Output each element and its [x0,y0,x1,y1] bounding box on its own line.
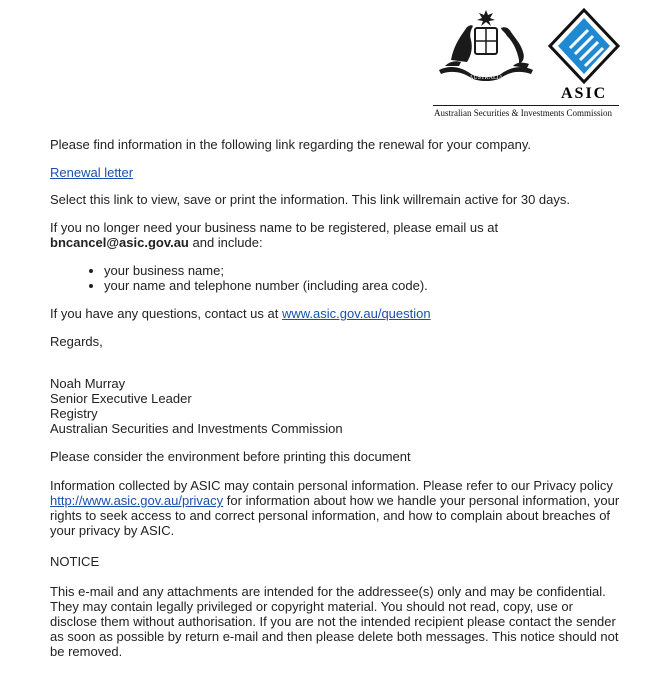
regards-text: Regards, [50,334,103,349]
privacy-text: rights to seek access to and correct personal information, and how to complain about breaches of [50,508,611,523]
environment-note: Please consider the environment before printing this document [50,449,411,464]
notice-paragraph [50,584,630,659]
include-list [50,263,644,293]
notice-line: They may contain legally privileged or copyright material. You should not read, copy, use or [50,599,573,614]
cancel-instructions [50,220,630,250]
renewal-link-paragraph [50,165,630,180]
questions-text: If you have any questions, contact us at [50,306,282,321]
signature-name: Noah Murray [50,376,126,391]
notice-line: be removed. [50,644,123,659]
questions-link[interactable]: www.asic.gov.au/question [281,306,431,321]
select-instructions: Select this link to view, save or print the information. This link willremain active for 30 days. [50,192,570,207]
notice-heading: NOTICE [50,554,100,569]
cancel-text: If you no longer need your business name to be registered, please email us at [50,220,499,235]
privacy-policy-link[interactable]: http://www.asic.gov.au/privacy [50,493,224,508]
list-item: • your business name; [104,263,644,278]
intro-text: Please find information in the following link regarding the renewal for your company. [50,137,532,152]
cancel-email-address: bncancel@asic.gov.au [50,235,189,250]
renewal-letter-link[interactable]: Renewal letter [50,165,134,180]
privacy-paragraph [50,478,630,538]
signature-block [50,376,630,436]
organisation-name: Australian Securities & Investments Commission [434,108,612,118]
crest-label: AUSTRALIA [469,75,503,81]
privacy-text: Information collected by ASIC may contain personal information. Please refer to our Privacy policy [50,478,613,493]
notice-line: disclose them without authorisation. If you are not the intended recipient please contact the sender [50,614,616,629]
privacy-text: for information about how we handle your personal information, your [223,493,620,508]
signature-department: Registry [50,406,98,421]
notice-line: as soon as possible by return e-mail and then please delete both messages. This notice should not [50,629,619,644]
notice-line: This e-mail and any attachments are intended for the addressee(s) only and may be confidential. [50,584,606,599]
email-header [0,0,665,122]
signature-title: Senior Executive Leader [50,391,192,406]
privacy-text: your privacy by ASIC. [50,523,175,538]
coat-of-arms-icon [431,8,541,84]
list-item: • your name and telephone number (including area code). [104,278,644,293]
cancel-include-text: and include: [188,235,263,250]
signature-organisation: Australian Securities and Investments Commission [50,421,343,436]
questions-paragraph [50,306,630,321]
header-divider [433,105,619,106]
asic-wordmark: ASIC [561,85,608,102]
asic-logo-icon [548,8,620,84]
